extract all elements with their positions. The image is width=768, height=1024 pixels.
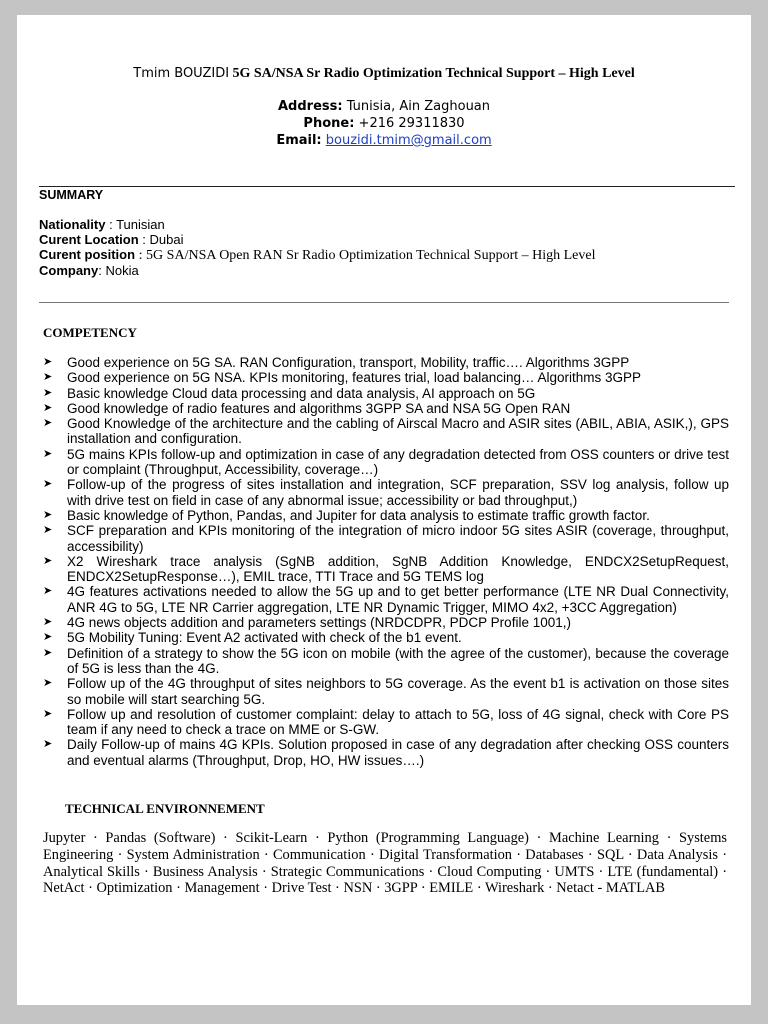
company-label: Company [39, 263, 99, 278]
arrow-bullet-icon: ➤ [43, 478, 53, 491]
position-label: Curent position [39, 247, 136, 262]
list-item-text: Follow up and resolution of customer complaint: delay to attach to 5G, loss of 4G signal, check with Core PS team if any need to check a trace on MME or S-GW. [67, 706, 729, 738]
list-item-text: Good knowledge of radio features and algorithms 3GPP SA and NSA 5G Open RAN [67, 400, 571, 416]
phone-label: Phone: [303, 116, 355, 131]
list-item-text: Follow up of the 4G throughput of sites neighbors to 5G coverage. As the event b1 is activation on those sites so mobile will start searching 5G. [67, 676, 729, 707]
email-link[interactable]: bouzidi.tmim@gmail.com [325, 133, 492, 148]
list-item-text: Follow-up of the progress of sites installation and integration, SCF preparation, SSV log analysis, follow up with drive test on field in case of any abnormal issue; accessibility or bad throughput,) [67, 477, 729, 508]
section-divider [39, 302, 729, 303]
position-value: : 5G SA/NSA Open RAN Sr Radio Optimization Technical Support – High Level [138, 248, 596, 263]
address-line [17, 99, 751, 114]
list-item [39, 401, 729, 416]
list-item [39, 355, 729, 370]
list-item [39, 584, 729, 615]
list-item-text: Definition of a strategy to show the 5G icon on mobile (with the agree of the customer), because the coverage of 5G is less than the 4G. [67, 645, 729, 676]
arrow-bullet-icon: ➤ [43, 386, 53, 399]
technical-heading: TECHNICAL ENVIRONNEMENT [65, 801, 265, 816]
arrow-bullet-icon: ➤ [43, 585, 53, 598]
company-value: : Nokia [98, 263, 139, 278]
list-item-text: SCF preparation and KPIs monitoring of the integration of micro indoor 5G sites ASIR (coverage, throughput, accessibility) [67, 523, 729, 554]
list-item-text: 5G mains KPIs follow-up and optimization in case of any degradation detected from OSS counters or drive test or complaint (Throughput, Accessibility, coverage…) [67, 446, 729, 478]
list-item-text: Daily Follow-up of mains 4G KPIs. Solution proposed in case of any degradation after checking OSS counters and eventual alarms (Throughput, Drop, HO, HW issues….) [67, 737, 729, 768]
page-title [17, 65, 751, 82]
arrow-bullet-icon: ➤ [43, 677, 53, 690]
list-item [39, 630, 729, 645]
arrow-bullet-icon: ➤ [43, 508, 53, 521]
email-label: Email: [276, 133, 322, 148]
location-label: Curent Location [39, 232, 139, 247]
list-item-text: 5G Mobility Tuning: Event A2 activated with check of the b1 event. [67, 630, 462, 646]
arrow-bullet-icon: ➤ [43, 524, 53, 537]
address-label: Address: [277, 99, 343, 114]
list-item-text: Good experience on 5G NSA. KPIs monitoring, features trial, load balancing… Algorithms 3GPP [67, 370, 642, 386]
phone-line [17, 116, 751, 131]
arrow-bullet-icon: ➤ [43, 646, 53, 659]
list-item-text: Good experience on 5G SA. RAN Configuration, transport, Mobility, traffic…. Algorithms 3GPP [67, 355, 630, 370]
candidate-role: 5G SA/NSA Sr Radio Optimization Technical Support – High Level [232, 66, 635, 81]
location-line [39, 232, 184, 247]
list-item [39, 416, 729, 447]
nationality-line [39, 217, 165, 232]
company-line [39, 263, 139, 278]
candidate-name: Tmim BOUZIDI [133, 66, 230, 81]
competency-list [39, 355, 729, 768]
summary-heading: SUMMARY [39, 188, 104, 202]
arrow-bullet-icon: ➤ [43, 447, 53, 460]
arrow-bullet-icon: ➤ [43, 371, 53, 384]
arrow-bullet-icon: ➤ [43, 356, 53, 368]
list-item-text: 4G features activations needed to allow the 5G up and to get better performance (LTE NR Dual Connectivity, ANR 4G to 5G, LTE NR Carrier aggregation, LTE NR Dynamic Trigger, MIMO 4x2, +3CC Aggregation) [67, 584, 729, 615]
list-item [39, 737, 729, 768]
list-item [39, 676, 729, 707]
arrow-bullet-icon: ➤ [43, 554, 53, 567]
phone-value: +216 29311830 [358, 116, 465, 131]
list-item [39, 646, 729, 677]
list-item [39, 523, 729, 554]
list-item [39, 386, 729, 401]
summary-divider [39, 186, 735, 187]
arrow-bullet-icon: ➤ [43, 616, 53, 629]
nationality-label: Nationality [39, 217, 106, 232]
email-line [17, 133, 751, 148]
competency-heading: COMPETENCY [43, 325, 137, 340]
arrow-bullet-icon: ➤ [43, 738, 53, 751]
list-item [39, 370, 729, 385]
arrow-bullet-icon: ➤ [43, 401, 53, 414]
list-item [39, 508, 729, 523]
list-item-text: Basic knowledge of Python, Pandas, and Jupiter for data analysis to estimate traffic growth factor. [67, 507, 650, 523]
list-item [39, 707, 729, 738]
list-item-text: Basic knowledge Cloud data processing and data analysis, AI approach on 5G [67, 385, 536, 401]
location-value: : Dubai [142, 232, 184, 247]
list-item [39, 554, 729, 585]
list-item [39, 447, 729, 478]
arrow-bullet-icon: ➤ [43, 707, 53, 720]
list-item [39, 477, 729, 508]
nationality-value: : Tunisian [109, 217, 165, 232]
cv-page [17, 15, 751, 1005]
address-value: Tunisia, Ain Zaghouan [346, 99, 491, 114]
list-item-text: 4G news objects addition and parameters settings (NRDCDPR, PDCP Profile 1001,) [67, 615, 571, 631]
list-item-text: X2 Wireshark trace analysis (SgNB addition, SgNB Addition Knowledge, ENDCX2SetupRequest, ENDCX2SetupResponse…), EMIL trace, TTI Trace and 5G TEMS log [67, 553, 729, 585]
technical-skills-text: Jupyter · Pandas (Software) · Scikit-Learn · Python (Programming Language) · Machine Learning · Systems Engineering · System Administration · Communication · Digital Transformation · Databases · SQL · Data Analysis · Analytical Skills · Business Analysis · Strategic Communications · Cloud Computing · UMTS · LTE (fundamental) · NetAct · Optimization · Management · Drive Test · NSN · 3GPP · EMILE · Wireshark · Netact - MATLAB [43, 830, 727, 897]
list-item [39, 615, 729, 630]
position-line [39, 247, 596, 264]
arrow-bullet-icon: ➤ [43, 631, 53, 644]
list-item-text: Good Knowledge of the architecture and the cabling of Airscal Macro and ASIR sites (ABIL, ABIA, ASIK,), GPS installation and configuration. [67, 416, 729, 447]
arrow-bullet-icon: ➤ [43, 417, 53, 430]
